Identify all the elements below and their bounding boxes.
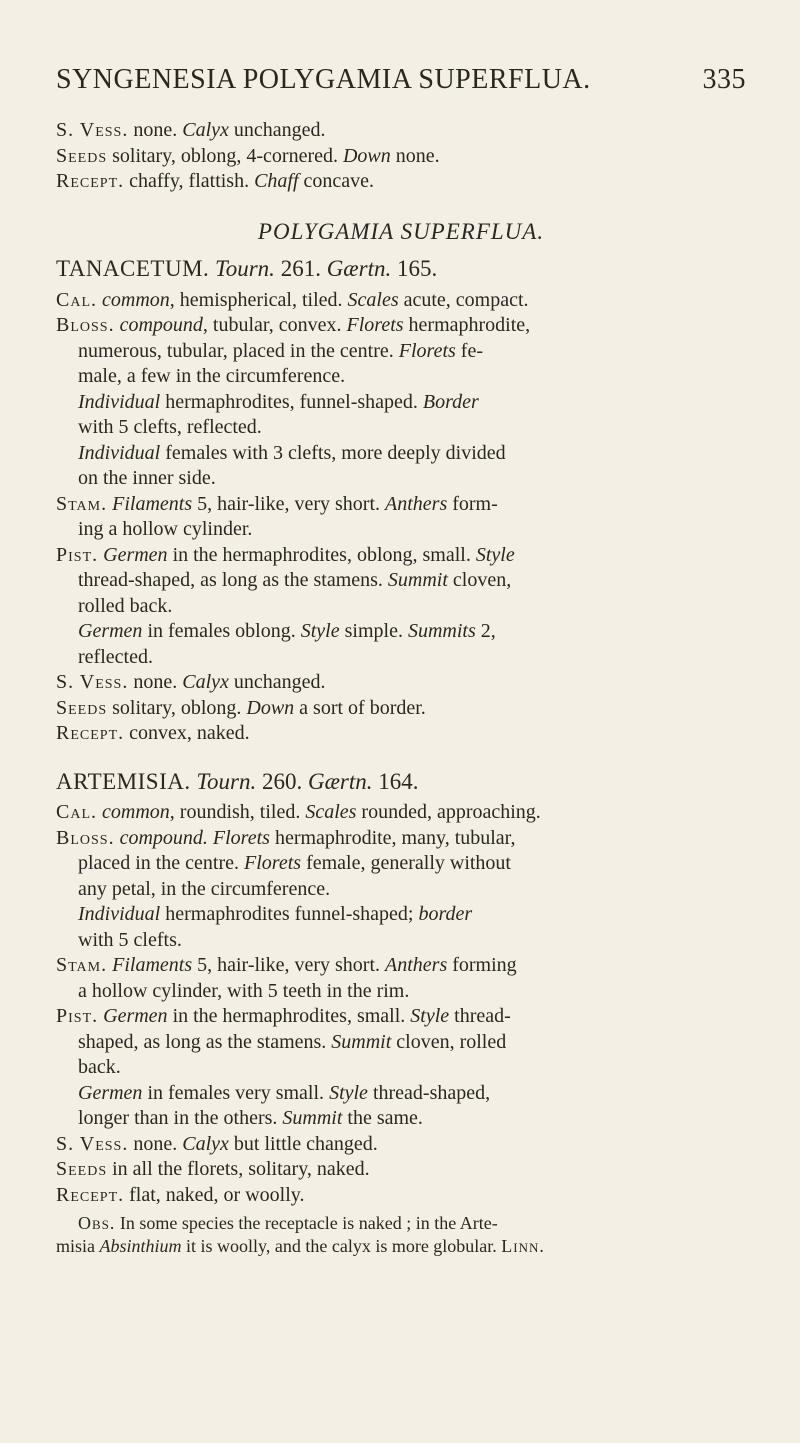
entry-pistil-cont: back. — [78, 1056, 121, 1078]
genus-heading-tanacetum: TANACETUM. Tourn. 261. Gærtn. 165. — [56, 256, 438, 281]
entry-receptacle: Recept. chaffy, flattish. Chaff concave. — [56, 170, 375, 192]
entry-seeds: Seeds solitary, oblong. Down a sort of border. — [56, 696, 426, 719]
entry-label: Recept. — [56, 170, 125, 192]
entry-germen-cont: reflected. — [78, 645, 153, 668]
entry-stamens: Stam. Filaments 5, hair-like, very short. Anthers forming — [56, 954, 517, 976]
attribution: Linn. — [501, 1236, 545, 1256]
running-head — [56, 64, 746, 96]
entry-blossom-cont: numerous, tubular, placed in the centre. Florets fe- — [78, 339, 483, 362]
entry-blossom-cont: male, a few in the circumference. — [78, 365, 346, 387]
entry-receptacle: Recept. convex, naked. — [56, 722, 250, 744]
entry-blossom-cont: any petal, in the circumference. — [78, 877, 331, 900]
entry-label: Seeds — [56, 144, 108, 167]
entry-pistil-cont: rolled back. — [78, 594, 173, 617]
entry-individual-cont: with 5 clefts. — [78, 928, 182, 951]
entry-pistil: Pist. Germen in the hermaphrodites, oblong, small. Style — [56, 543, 515, 566]
entry-label: S. Vess. — [56, 119, 129, 141]
entry-blossom: Bloss. compound. Florets hermaphrodite, many, tubular, — [56, 826, 516, 849]
entry-stamens-cont: ing a hollow cylinder. — [78, 518, 253, 540]
entry-individual: Individual hermaphrodites, funnel-shaped. Border — [78, 390, 479, 413]
entry-receptacle: Recept. flat, naked, or woolly. — [56, 1183, 305, 1206]
page-number: 335 — [702, 64, 746, 95]
running-head-title: SYNGENESIA POLYGAMIA SUPERFLUA. — [56, 64, 591, 95]
entry-seed-vessel: S. Vess. none. Calyx but little changed. — [56, 1132, 378, 1155]
entry-pistil-cont: shaped, as long as the stamens. Summit cloven, rolled — [78, 1030, 507, 1053]
entry-individual-cont: with 5 clefts, reflected. — [78, 416, 262, 438]
entry-blossom: Bloss. compound, tubular, convex. Florets hermaphrodite, — [56, 314, 531, 336]
section-title: POLYGAMIA SUPERFLUA. — [257, 218, 545, 244]
observation-note-cont: misia Absinthium it is woolly, and the calyx is more globular. Linn. — [56, 1236, 545, 1256]
entry-calyx: Cal. common, roundish, tiled. Scales rounded, approaching. — [56, 801, 541, 823]
entry-seed-vessel: S. Vess. none. Calyx unchanged. — [56, 119, 326, 141]
entry-individual-cont: on the inner side. — [78, 467, 216, 489]
entry-stamens-cont: a hollow cylinder, with 5 teeth in the rim. — [78, 979, 410, 1002]
entry-seeds: Seeds solitary, oblong, 4-cornered. Down none. — [56, 144, 440, 167]
observation-note: Obs. In some species the receptacle is naked ; in the Arte- — [78, 1213, 498, 1233]
genus-heading-artemisia: ARTEMISIA. Tourn. 260. Gærtn. 164. — [56, 768, 419, 794]
entry-stamens: Stam. Filaments 5, hair-like, very short. Anthers form- — [56, 492, 498, 515]
entry-germen: Germen in females oblong. Style simple. Summits 2, — [78, 620, 496, 642]
entry-seed-vessel: S. Vess. none. Calyx unchanged. — [56, 671, 326, 693]
entry-pistil: Pist. Germen in the hermaphrodites, small. Style thread- — [56, 1005, 511, 1027]
entry-germen: Germen in females very small. Style thread-shaped, — [78, 1081, 491, 1104]
entry-calyx: Cal. common, hemispherical, tiled. Scales acute, compact. — [56, 288, 529, 311]
entry-individual: Individual females with 3 clefts, more deeply divided — [78, 441, 506, 464]
entry-blossom-cont: placed in the centre. Florets female, generally without — [78, 852, 511, 874]
entry-germen-cont: longer than in the others. Summit the same. — [78, 1107, 423, 1129]
entry-seeds: Seeds in all the florets, solitary, naked. — [56, 1158, 370, 1180]
entry-pistil-cont: thread-shaped, as long as the stamens. Summit cloven, — [78, 569, 512, 591]
page-body — [56, 118, 746, 1258]
entry-individual: Individual hermaphrodites funnel-shaped; border — [78, 903, 473, 925]
